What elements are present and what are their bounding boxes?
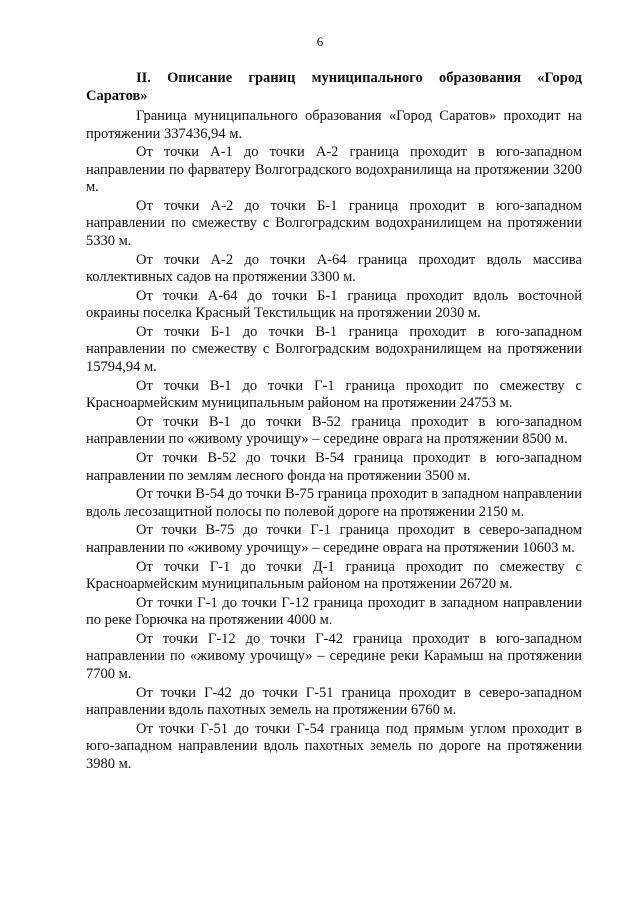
paragraph-b1-v1: От точки Б-1 до точки В-1 граница проходит в юго-западном направлении по смежеству с Волгоградским водохранилищем на протяжении 15794,94 м.	[86, 323, 582, 375]
paragraph-a1-a2: От точки А-1 до точки А-2 граница проходит в юго-западном направлении по фарватеру Волгоградского водохранилища на протяжении 3200 м.	[86, 144, 582, 196]
paragraph-g1-d1: От точки Г-1 до точки Д-1 граница проходит по смежеству с Красноармейским муниципальным районом на протяжении 26720 м.	[86, 558, 582, 593]
paragraph-v52-v54: От точки В-52 до точки В-54 граница проходит в юго-западном направлении по землям лесного фонда на протяжении 3500 м.	[86, 450, 582, 484]
paragraph-v54-v75: От точки В-54 до точки В-75 граница проходит в западном направлении вдоль лесозащитной полосы по полевой дороге на протяжении 2150 м.	[86, 486, 582, 520]
document-body	[86, 70, 582, 775]
paragraph-g42-g51: От точки Г-42 до точки Г-51 граница проходит в северо-западном направлении вдоль пахотных земель на протяжении 6760 м.	[86, 684, 582, 719]
paragraph-a2-b1: От точки А-2 до точки Б-1 граница проходит в юго-западном направлении по смежеству с Волгоградским водохранилищем на протяжении 5330 м.	[86, 197, 582, 249]
page-number: 6	[316, 34, 324, 49]
paragraph-g51-g54: От точки Г-51 до точки Г-54 граница под прямым углом проходит в юго-западном направлении вдоль пахотных земель по дороге на протяжении 3980 м.	[86, 720, 582, 772]
paragraph-v1-g1: От точки В-1 до точки Г-1 граница проходит по смежеству с Красноармейским муниципальным районом на протяжении 24753 м.	[86, 377, 582, 412]
paragraph-g12-g42: От точки Г-12 до точки Г-42 граница проходит в юго-западном направлении по «живому урочищу» – середине реки Карамыш на протяжении 7700 м.	[86, 630, 582, 682]
section-heading: II. Описание границ муниципального образования «Город Саратов»	[86, 70, 582, 104]
paragraph-total-length: Граница муниципального образования «Город Саратов» проходит на протяжении 337436,94 м.	[86, 108, 582, 142]
paragraph-a2-a64: От точки А-2 до точки А-64 граница проходит вдоль массива коллективных садов на протяжении 3300 м.	[86, 251, 582, 286]
paragraph-a64-b1: От точки А-64 до точки Б-1 граница проходит вдоль восточной окраины поселка Красный Текстильщик на протяжении 2030 м.	[86, 287, 582, 322]
paragraph-v1-v52: От точки В-1 до точки В-52 граница проходит в юго-западном направлении по «живому урочищу» – середине оврага на протяжении 8500 м.	[86, 413, 582, 448]
paragraph-g1-g12: От точки Г-1 до точки Г-12 граница проходит в западном направлении по реке Горючка на протяжении 4000 м.	[86, 594, 582, 629]
paragraph-v75-g1: От точки В-75 до точки Г-1 граница проходит в северо-западном направлении по «живому урочищу» – середине оврага на протяжении 10603 м.	[86, 522, 582, 556]
